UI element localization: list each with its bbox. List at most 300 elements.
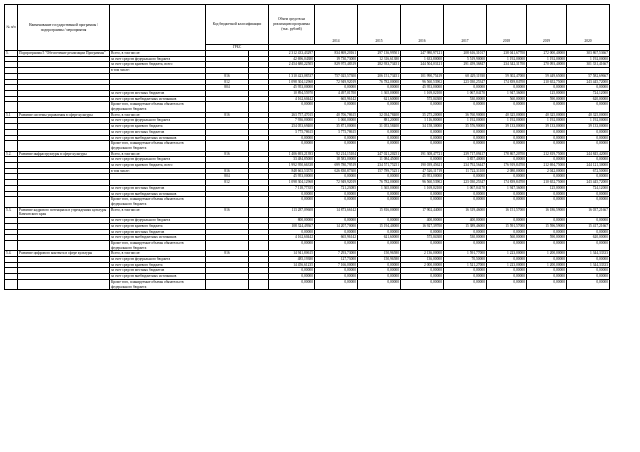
row-value: 485,19380 bbox=[269, 257, 315, 263]
row-value: 0,00000 bbox=[527, 135, 567, 141]
row-source: Кроме того, планируемые объемы обязательств федерального бюджета bbox=[110, 279, 206, 289]
row-value: 0,00000 bbox=[315, 279, 358, 289]
row-value: 157 789,75251 bbox=[358, 168, 401, 174]
row-value: 0,00000 bbox=[487, 268, 527, 274]
row-value: 0,00000 bbox=[269, 197, 315, 207]
row-value: 0,00000 bbox=[401, 129, 444, 135]
row-value: 0,00000 bbox=[567, 135, 610, 141]
row-value: 0,00000 bbox=[315, 135, 358, 141]
row-value: 1 406 693,21393 bbox=[269, 151, 315, 157]
row-value: 33 484,85000 bbox=[269, 157, 315, 163]
row-value: 247 980,97121 bbox=[401, 51, 444, 57]
row-source: за счет средств федерального бюджета bbox=[110, 118, 206, 124]
row-budget-code bbox=[206, 197, 249, 207]
row-value: 672,50000 bbox=[567, 168, 610, 174]
row-value: 15 816,00000 bbox=[358, 207, 401, 217]
row-value: 1 947,36000 bbox=[487, 185, 527, 191]
row-value: 0,00000 bbox=[315, 197, 358, 207]
row-number bbox=[5, 197, 18, 207]
row-value: 0,00000 bbox=[527, 229, 567, 235]
row-value: 0,00000 bbox=[315, 141, 358, 151]
row-value: 19 730,73000 bbox=[315, 56, 358, 62]
row-budget-code: 812 bbox=[206, 79, 249, 85]
row-value: 0,00000 bbox=[444, 240, 487, 250]
row-value: 1 591,77000 bbox=[444, 251, 487, 257]
row-value: 15 417,21667 bbox=[567, 223, 610, 229]
row-value: 0,00000 bbox=[567, 102, 610, 112]
row-value: 0,00000 bbox=[315, 240, 358, 250]
row-source: Кроме того, планируемые объемы обязательств федерального бюджета bbox=[110, 197, 206, 207]
row-value: 297 136,99501 bbox=[358, 51, 401, 57]
row-value: 57 582,69667 bbox=[567, 73, 610, 79]
row-value: 2 454 680,22505 bbox=[269, 62, 315, 68]
row-value: 70,50000 bbox=[444, 257, 487, 263]
row-value: 5 519,90000 bbox=[444, 56, 487, 62]
row-value: 800,00000 bbox=[269, 218, 315, 224]
row-value: 0,00000 bbox=[358, 279, 401, 289]
row-value: 1 365,00000 bbox=[358, 90, 401, 96]
row-value: 3 857,40000 bbox=[444, 157, 487, 163]
row-value: 0,00000 bbox=[401, 274, 444, 280]
row-value: 0,00000 bbox=[527, 85, 567, 91]
row-value: 238 041,67700 bbox=[487, 51, 527, 57]
row-value: 0,00000 bbox=[527, 174, 567, 180]
row-value: 0,00000 bbox=[358, 102, 401, 112]
row-value: 150,96580 bbox=[358, 257, 401, 263]
row-value: 10 894,55970 bbox=[269, 90, 315, 96]
row-value: 0,00000 bbox=[401, 279, 444, 289]
row-value: 0,00000 bbox=[269, 135, 315, 141]
row-value: 76 782,00000 bbox=[358, 79, 401, 85]
row-value: 0,00000 bbox=[527, 191, 567, 197]
row-value: 590,00000 bbox=[527, 96, 567, 102]
row-value: 0,00000 bbox=[527, 102, 567, 112]
row-value: 16 186,59000 bbox=[527, 207, 567, 217]
row-value: 210 652,75000 bbox=[527, 180, 567, 186]
row-value: 0,00000 bbox=[567, 274, 610, 280]
row-source: Всего, в том числе: bbox=[110, 251, 206, 257]
row-value: 0,00000 bbox=[567, 197, 610, 207]
row-value: 234 571,75251 bbox=[358, 163, 401, 169]
row-value: 620,00000 bbox=[567, 235, 610, 241]
row-value: 301 331,41667 bbox=[567, 62, 610, 68]
header-year: 2018 bbox=[487, 5, 527, 45]
row-budget-code: 816 bbox=[206, 73, 249, 79]
row-value: 0,00000 bbox=[527, 218, 567, 224]
row-grbs bbox=[249, 279, 269, 289]
row-value: 0,00000 bbox=[315, 85, 358, 91]
row-value: 757 025,57300 bbox=[315, 73, 358, 79]
row-value: 125,00000 bbox=[527, 185, 567, 191]
row-value: 0,00000 bbox=[269, 274, 315, 280]
row-value: 0,00000 bbox=[567, 129, 610, 135]
row-budget-code: 816 bbox=[206, 168, 249, 174]
row-value: 243 445,72000 bbox=[567, 180, 610, 186]
row-value: 0,00000 bbox=[567, 257, 610, 263]
row-number: 5.1 bbox=[5, 112, 18, 118]
row-value: 881,20000 bbox=[358, 118, 401, 124]
row-value: 45 953,00000 bbox=[269, 85, 315, 91]
row-value: 108 324,49367 bbox=[269, 223, 315, 229]
row-value: 0,00000 bbox=[444, 85, 487, 91]
row-value: 0,00000 bbox=[487, 274, 527, 280]
row-value: 212 694,75000 bbox=[527, 163, 567, 169]
row-value: 234 342,31700 bbox=[487, 62, 527, 68]
row-value: 40 325,00000 bbox=[527, 112, 567, 118]
row-budget-code: 804 bbox=[206, 85, 249, 91]
row-value: 0,00000 bbox=[567, 191, 610, 197]
row-source: за счет средств краевого бюджета bbox=[110, 223, 206, 229]
row-value: 14 207,70000 bbox=[315, 223, 358, 229]
row-value: 1 992 950,66338 bbox=[269, 163, 315, 169]
row-grbs bbox=[249, 102, 269, 112]
row-value: 0,00000 bbox=[487, 197, 527, 207]
row-program-name bbox=[18, 102, 110, 112]
row-value: 96 560,53902 bbox=[401, 79, 444, 85]
row-value: 0,00000 bbox=[487, 174, 527, 180]
row-value: 31 053,58400 bbox=[358, 124, 401, 130]
row-value: 0,00000 bbox=[444, 229, 487, 235]
header-program-name: Наименование государственной программы / подпрограммы / мероприятия bbox=[18, 5, 110, 51]
row-value: 0,00000 bbox=[527, 268, 567, 274]
row-value: 0,00000 bbox=[358, 141, 401, 151]
row-value: 1 192,00000 bbox=[487, 56, 527, 62]
row-value: 0,00000 bbox=[487, 240, 527, 250]
row-value: 590,00000 bbox=[527, 235, 567, 241]
row-value: 11 722,31100 bbox=[444, 168, 487, 174]
row-value: 12 316,61380 bbox=[358, 56, 401, 62]
row-source: за счет средств федерального бюджета bbox=[110, 56, 206, 62]
header-year: 2016 bbox=[401, 5, 444, 45]
row-value: 150,96580 bbox=[358, 251, 401, 257]
row-value: 212 819,75000 bbox=[527, 151, 567, 157]
row-value: 0,00000 bbox=[401, 268, 444, 274]
row-program-name: Развитие инфраструктуры в сфере культуры bbox=[18, 151, 110, 157]
row-value: 1 947,36000 bbox=[487, 90, 527, 96]
row-value: 0,00000 bbox=[527, 240, 567, 250]
row-value: 7 293,73000 bbox=[315, 251, 358, 257]
row-source: за счет средств внебюджетных источников bbox=[110, 96, 206, 102]
row-value: 0,00000 bbox=[444, 102, 487, 112]
row-source: за счет средств краевого бюджета, всего bbox=[110, 163, 206, 169]
row-source: Всего, в том числе: bbox=[110, 207, 206, 217]
row-value: 178 867,20700 bbox=[487, 151, 527, 157]
row-value: 0,00000 bbox=[527, 274, 567, 280]
row-value: 0,00000 bbox=[358, 135, 401, 141]
row-value: 7 118,77355 bbox=[269, 185, 315, 191]
row-value: 1 192,00000 bbox=[567, 118, 610, 124]
row-grbs bbox=[249, 197, 269, 207]
row-value: 4 497,01700 bbox=[315, 90, 358, 96]
row-value: 1 200,00000 bbox=[527, 251, 567, 257]
row-value: 243 445,72000 bbox=[567, 79, 610, 85]
row-value: 0,00000 bbox=[567, 157, 610, 163]
row-value: 0,00000 bbox=[487, 191, 527, 197]
row-value: 0,00000 bbox=[315, 268, 358, 274]
row-value: 0,00000 bbox=[358, 274, 401, 280]
row-source: за счет средств федерального бюджета bbox=[110, 157, 206, 163]
row-value: 303 867,53667 bbox=[567, 51, 610, 57]
row-value: 16 319,46000 bbox=[444, 207, 487, 217]
row-budget-code bbox=[206, 279, 249, 289]
row-value: 4 162,60442 bbox=[269, 96, 315, 102]
row-value: 0,00000 bbox=[567, 85, 610, 91]
header-volume: Объем средств на реализацию программы (тыс. рублей) bbox=[269, 5, 315, 45]
row-value: 7 166,00000 bbox=[315, 262, 358, 268]
row-value: 560,00000 bbox=[487, 96, 527, 102]
row-value: 1 365,00000 bbox=[358, 185, 401, 191]
row-value: 247 021,20251 bbox=[358, 151, 401, 157]
row-value: 0,00000 bbox=[567, 229, 610, 235]
row-value: 59 302,47000 bbox=[487, 73, 527, 79]
row-value: 1 344,33333 bbox=[567, 262, 610, 268]
row-source: за счет средств внебюджетных источников bbox=[110, 274, 206, 280]
row-value: 724,12000 bbox=[567, 185, 610, 191]
table-row bbox=[5, 240, 610, 250]
row-value: 4 162,60442 bbox=[269, 235, 315, 241]
row-value: 0,00000 bbox=[358, 191, 401, 197]
row-value: 0,00000 bbox=[269, 141, 315, 151]
row-budget-code: 804 bbox=[206, 174, 249, 180]
row-value: 234 792,56447 bbox=[444, 163, 487, 169]
row-value: 1 223,00000 bbox=[487, 251, 527, 257]
row-value: 0,00000 bbox=[527, 279, 567, 289]
row-value: 270 093,40000 bbox=[527, 62, 567, 68]
row-value: 1 067,04170 bbox=[444, 90, 487, 96]
row-source: Кроме того, планируемые объемы обязательств федерального бюджета bbox=[110, 240, 206, 250]
row-value: 68 429,11930 bbox=[444, 73, 487, 79]
budget-table bbox=[4, 4, 610, 290]
row-value: 0,00000 bbox=[567, 141, 610, 151]
row-value: 0,00000 bbox=[401, 229, 444, 235]
row-source: за счет средств местных бюджетов bbox=[110, 229, 206, 235]
row-value: 0,00000 bbox=[567, 268, 610, 274]
row-value: 35 576,90000 bbox=[444, 124, 487, 130]
row-value: 530,00000 bbox=[444, 96, 487, 102]
row-value: 0,00000 bbox=[315, 191, 358, 197]
row-value: 665,96142 bbox=[315, 96, 358, 102]
row-value: 3 775,78615 bbox=[269, 129, 315, 135]
row-value: 0,00000 bbox=[444, 197, 487, 207]
row-value: 239 717,09417 bbox=[444, 151, 487, 157]
row-value: 0,00000 bbox=[487, 135, 527, 141]
table-row bbox=[5, 207, 610, 217]
row-value: 0,00000 bbox=[444, 191, 487, 197]
row-value: 0,00000 bbox=[444, 141, 487, 151]
table-row bbox=[5, 141, 610, 151]
row-grbs bbox=[249, 240, 269, 250]
row-value: 16 151,57000 bbox=[487, 207, 527, 217]
row-grbs bbox=[249, 207, 269, 217]
row-value: 1 169,02100 bbox=[401, 90, 444, 96]
table-row bbox=[5, 51, 610, 57]
table-row bbox=[5, 279, 610, 289]
header-year: 2015 bbox=[358, 5, 401, 45]
row-value: 0,00000 bbox=[315, 174, 358, 180]
row-value: 0,00000 bbox=[487, 102, 527, 112]
row-program-name bbox=[18, 141, 110, 151]
row-value: 32 034,78400 bbox=[358, 112, 401, 118]
row-budget-code bbox=[206, 240, 249, 250]
row-source: Кроме того, планируемые объемы обязательств федерального бюджета bbox=[110, 102, 206, 112]
row-value: 35 275,20000 bbox=[401, 112, 444, 118]
row-source: за счет средств федерального бюджета bbox=[110, 257, 206, 263]
row-budget-code: 816 bbox=[206, 112, 249, 118]
row-value: 0,00000 bbox=[315, 102, 358, 112]
row-value: 1 192,00000 bbox=[527, 118, 567, 124]
row-value: 699 780,79519 bbox=[315, 163, 358, 169]
row-value: 400,00000 bbox=[401, 218, 444, 224]
row-value: 2 312 433,43297 bbox=[269, 51, 315, 57]
row-value: 1 067,04170 bbox=[444, 185, 487, 191]
row-source: за счет средств краевого бюджета bbox=[110, 262, 206, 268]
row-value: 0,00000 bbox=[358, 240, 401, 250]
row-number: 5. bbox=[5, 51, 18, 57]
row-value: 0,00000 bbox=[358, 218, 401, 224]
row-number bbox=[5, 279, 18, 289]
row-value: 0,00000 bbox=[527, 129, 567, 135]
header-year: 2020 bbox=[567, 5, 610, 45]
row-number bbox=[5, 102, 18, 112]
row-source: за счет средств краевого бюджета bbox=[110, 124, 206, 130]
row-budget-code: 816 bbox=[206, 151, 249, 157]
row-value: 0,00000 bbox=[527, 257, 567, 263]
row-value: 0,00000 bbox=[444, 129, 487, 135]
row-value: 59 449,65000 bbox=[527, 73, 567, 79]
row-value: 0,00000 bbox=[358, 229, 401, 235]
row-value: 0,00000 bbox=[401, 157, 444, 163]
row-value: 1 344,33333 bbox=[567, 251, 610, 257]
row-source: за счет средств федерального бюджета bbox=[110, 218, 206, 224]
row-value: 0,00000 bbox=[358, 85, 401, 91]
row-value: 101 990,75419 bbox=[401, 73, 444, 79]
row-value: 0,00000 bbox=[315, 229, 358, 235]
row-value: 0,00000 bbox=[487, 279, 527, 289]
row-source: в том числе: bbox=[110, 68, 206, 74]
row-value: 1 192,00000 bbox=[567, 56, 610, 62]
row-source: Всего, в том числе: bbox=[110, 112, 206, 118]
row-value: 3 775,78615 bbox=[315, 129, 358, 135]
row-value: 0,00000 bbox=[444, 274, 487, 280]
row-value: 0,00000 bbox=[401, 135, 444, 141]
row-value: 0,00000 bbox=[527, 141, 567, 151]
row-value: 1 310 423,08537 bbox=[269, 73, 315, 79]
row-value: 0,00000 bbox=[358, 174, 401, 180]
row-source: Кроме того, планируемые объемы обязательств федерального бюджета bbox=[110, 141, 206, 151]
row-value: 724,12000 bbox=[567, 90, 610, 96]
row-value: 665,96142 bbox=[315, 235, 358, 241]
row-value: 272 000,40000 bbox=[527, 51, 567, 57]
row-value: 0,00000 bbox=[527, 197, 567, 207]
row-number bbox=[5, 240, 18, 250]
row-value: 0,00000 bbox=[401, 240, 444, 250]
row-value: 1 098 304,12968 bbox=[269, 79, 315, 85]
row-value: 0,00000 bbox=[401, 197, 444, 207]
row-value: 721,23085 bbox=[315, 185, 358, 191]
row-value: 15 194,40000 bbox=[358, 223, 401, 229]
row-value: 45 953,00000 bbox=[401, 174, 444, 180]
row-value: 72 949,92019 bbox=[315, 79, 358, 85]
row-value: 210 652,75000 bbox=[527, 79, 567, 85]
row-value: 575,04300 bbox=[401, 96, 444, 102]
row-number bbox=[5, 141, 18, 151]
row-value: 620,00000 bbox=[567, 96, 610, 102]
row-source: Всего, в том числе: bbox=[110, 51, 206, 57]
row-value: 560,00000 bbox=[487, 235, 527, 241]
row-value: 0,00000 bbox=[269, 279, 315, 289]
header-budget-code: Код бюджетной классификации bbox=[206, 5, 269, 45]
row-value: 0,00000 bbox=[444, 135, 487, 141]
row-value: 35 871,00000 bbox=[315, 124, 358, 130]
row-value: 0,00000 bbox=[487, 157, 527, 163]
row-value: 254 053,69400 bbox=[269, 124, 315, 130]
row-value: 14 941,80615 bbox=[269, 251, 315, 257]
row-value: 92 214,15104 bbox=[315, 151, 358, 157]
row-source: за счет средств местных бюджетов bbox=[110, 268, 206, 274]
row-value: 17 902,44000 bbox=[401, 207, 444, 217]
row-value: 244 845,42000 bbox=[567, 151, 610, 157]
row-program-name bbox=[18, 279, 110, 289]
row-program-name bbox=[18, 240, 110, 250]
row-value: 1 116,80000 bbox=[401, 118, 444, 124]
row-value: 0,00000 bbox=[487, 141, 527, 151]
row-value: 76 782,00000 bbox=[358, 180, 401, 186]
row-value: 0,00000 bbox=[487, 229, 527, 235]
row-number: 5.2. bbox=[5, 151, 18, 157]
row-value: 190 039,45621 bbox=[401, 163, 444, 169]
row-value: 621,60000 bbox=[358, 235, 401, 241]
row-value: 174 839,84700 bbox=[487, 180, 527, 186]
row-value: 1 192,00000 bbox=[527, 56, 567, 62]
row-value: 1 169,02100 bbox=[401, 185, 444, 191]
row-value: 45 953,00000 bbox=[401, 85, 444, 91]
header-source bbox=[110, 5, 206, 51]
header-grbs: ГРБС bbox=[206, 45, 269, 51]
row-value: 0,00000 bbox=[567, 174, 610, 180]
row-value: 1 192,00000 bbox=[487, 118, 527, 124]
row-value: 1 223,00000 bbox=[487, 262, 527, 268]
row-value: 0,00000 bbox=[358, 268, 401, 274]
row-value: 0,00000 bbox=[269, 229, 315, 235]
row-program-name: Развитие кадрового потенциала в учреждениях культуры Камчатского края bbox=[18, 207, 110, 217]
row-value: 848 663,53370 bbox=[269, 168, 315, 174]
row-value: 16 037,21667 bbox=[567, 207, 610, 217]
row-value: 40 706,78615 bbox=[315, 112, 358, 118]
row-value: 191 308,47721 bbox=[401, 151, 444, 157]
header-year: 2017 bbox=[444, 5, 487, 45]
row-value: 0,00000 bbox=[315, 218, 358, 224]
table-row bbox=[5, 102, 610, 112]
row-source: Всего, в том числе: bbox=[110, 151, 206, 157]
row-value: 0,00000 bbox=[401, 102, 444, 112]
row-value: 2 000,00000 bbox=[401, 262, 444, 268]
row-value: 39 133,00000 bbox=[487, 124, 527, 130]
row-value: 39 133,00000 bbox=[567, 124, 610, 130]
row-value: 1 192,00000 bbox=[444, 118, 487, 124]
row-program-name: Развитие цифрового контента в сфере культуры bbox=[18, 251, 110, 257]
row-value: 0,00000 bbox=[315, 274, 358, 280]
row-value: 0,00000 bbox=[358, 129, 401, 135]
row-value: 45 953,00000 bbox=[269, 174, 315, 180]
row-value: 127,73000 bbox=[315, 257, 358, 263]
row-value: 18 583,00000 bbox=[315, 157, 358, 163]
row-value: 621,60000 bbox=[358, 96, 401, 102]
row-value: 0,00000 bbox=[269, 268, 315, 274]
row-value: 400,00000 bbox=[444, 218, 487, 224]
table-row bbox=[5, 197, 610, 207]
row-value: 0,00000 bbox=[487, 218, 527, 224]
row-number: 5.4. bbox=[5, 251, 18, 257]
